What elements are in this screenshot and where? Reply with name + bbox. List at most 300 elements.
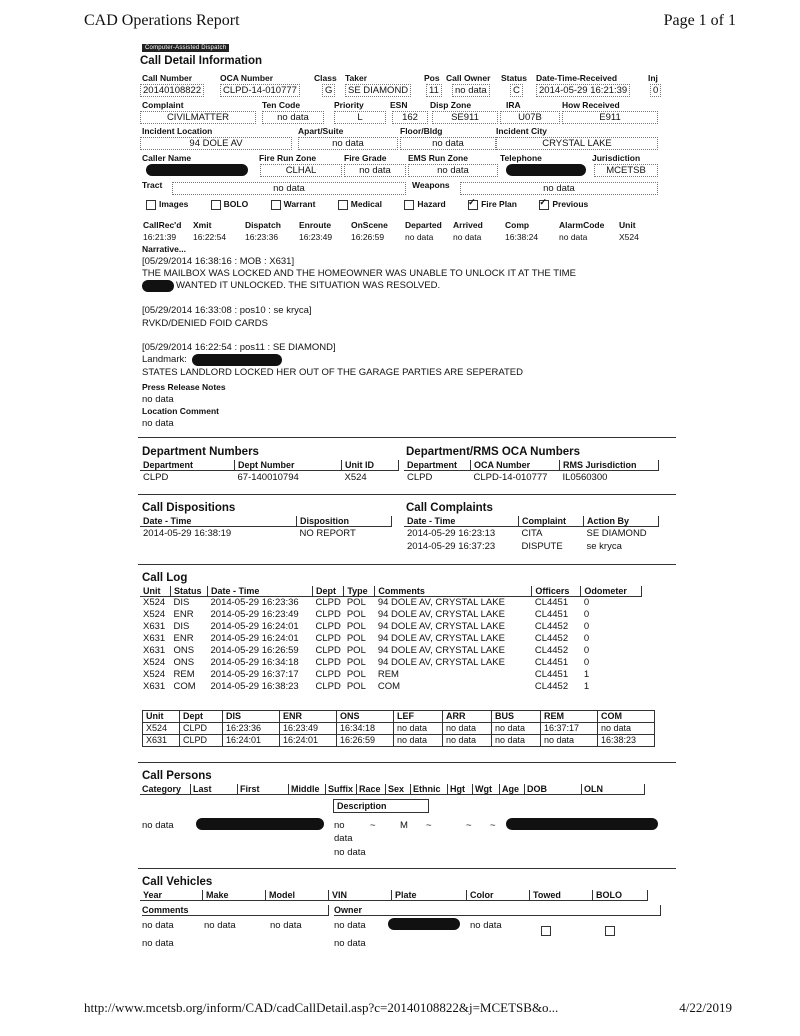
value-call-number: 20140108822	[140, 84, 204, 97]
cell: X524	[143, 669, 166, 680]
checkbox-checked-icon	[539, 200, 549, 210]
cell: X631	[143, 681, 166, 692]
table-row	[404, 471, 659, 485]
cell: POL	[346, 633, 366, 644]
cell: ENR	[173, 609, 194, 620]
col-com: COM	[598, 711, 655, 723]
col-last: Last	[191, 784, 238, 795]
col-comments: Comments	[375, 586, 532, 597]
label-narrative: Narrative...	[142, 244, 186, 254]
vehicle-make: no data	[204, 920, 236, 931]
cell: 2014-05-29 16:23:49	[210, 609, 299, 620]
col-bus: BUS	[492, 711, 541, 723]
value-press-release: no data	[142, 394, 174, 405]
label-enroute: Enroute	[299, 220, 332, 230]
cell: X524	[143, 723, 180, 735]
vehicle-color: no data	[470, 920, 502, 931]
value-jurisdiction: MCETSB	[594, 164, 658, 177]
cell: REM	[173, 669, 195, 680]
check-warrant[interactable]: Warrant	[271, 199, 316, 209]
table-row	[140, 633, 642, 645]
cell: 16:24:01	[280, 735, 337, 747]
cell: CLPD	[315, 669, 341, 680]
value-incident-location: 94 DOLE AV	[140, 137, 292, 150]
value-dispatch: 16:23:36	[245, 232, 279, 242]
cell: 2014-05-29 16:38:19	[143, 528, 232, 539]
label-pos: Pos	[424, 73, 440, 83]
cell: CLPD	[315, 597, 341, 608]
col-first: First	[238, 784, 289, 795]
col-race: Race	[357, 784, 386, 795]
value-status: C	[510, 84, 523, 97]
cell: CL4451	[534, 597, 569, 608]
value-fire-grade: no data	[344, 164, 406, 177]
cell: X631	[143, 735, 180, 747]
check-hazard[interactable]: Hazard	[404, 199, 445, 209]
label-telephone: Telephone	[500, 153, 542, 163]
label-press-release: Press Release Notes	[142, 382, 226, 392]
cell: 0	[583, 645, 590, 656]
col-dept: Dept	[313, 586, 344, 597]
cell: DIS	[173, 621, 190, 632]
cell: 2014-05-29 16:24:01	[210, 633, 299, 644]
table-row	[140, 471, 399, 485]
label-caller-name: Caller Name	[142, 153, 192, 163]
value-ten-code: no data	[262, 111, 324, 124]
label-class: Class	[314, 73, 337, 83]
col-oca-number: OCA Number	[471, 460, 560, 471]
cell: no data	[598, 723, 655, 735]
cell: CL4452	[534, 681, 569, 692]
value-unit: X524	[619, 232, 639, 242]
col-status: Status	[171, 586, 208, 597]
col-arr: ARR	[443, 711, 492, 723]
cell: 16:24:01	[223, 735, 280, 747]
col-year: Year	[140, 890, 203, 901]
table-row	[140, 527, 392, 541]
person-suffix: no	[334, 820, 345, 831]
checkbox-icon	[404, 200, 414, 210]
checkbox-checked-icon	[468, 200, 478, 210]
label-date-time-received: Date-Time-Received	[536, 73, 618, 83]
label-floor-bldg: Floor/Bldg	[400, 126, 443, 136]
cell: 2014-05-29 16:24:01	[210, 621, 299, 632]
value-call-owner: no data	[452, 84, 490, 97]
col-sex: Sex	[386, 784, 411, 795]
dispositions-table	[140, 516, 392, 540]
col-date-time: Date - Time	[208, 586, 313, 597]
col-ons: ONS	[337, 711, 394, 723]
col-date-time: Date - Time	[404, 516, 519, 527]
value-class: G	[322, 84, 335, 97]
label-oca-number: OCA Number	[220, 73, 274, 83]
value-date-time-received: 2014-05-29 16:21:39	[536, 84, 630, 97]
cell: CLPD	[315, 609, 341, 620]
section-divider	[138, 437, 676, 438]
label-tract: Tract	[142, 180, 163, 190]
cell: 67-140010794	[237, 472, 299, 483]
cell: POL	[346, 621, 366, 632]
cell: 2014-05-29 16:37:17	[210, 669, 299, 680]
person-description: data	[334, 833, 353, 844]
redacted-plate	[388, 918, 460, 930]
col-color: Color	[467, 890, 530, 901]
person-ethnic: ~	[426, 820, 432, 831]
label-jurisdiction: Jurisdiction	[592, 153, 641, 163]
value-esn: 162	[392, 111, 428, 124]
narrative-line: [05/29/2014 16:38:16 : MOB : X631]	[142, 256, 295, 267]
col-oln: OLN	[582, 784, 645, 795]
value-alarm-code: no data	[559, 232, 588, 242]
table-row	[404, 527, 659, 541]
narrative-line: [05/29/2014 16:22:54 : pos11 : SE DIAMOND]	[142, 342, 336, 353]
value-inj: 0	[650, 84, 661, 97]
value-enroute: 16:23:49	[299, 232, 333, 242]
redacted-caller-name	[146, 164, 248, 176]
value-apart-suite: no data	[298, 137, 398, 150]
cell: 16:23:36	[223, 723, 280, 735]
value-tract: no data	[172, 182, 406, 195]
dept-numbers-table	[140, 460, 399, 484]
value-ems-run-zone: no data	[408, 164, 498, 177]
page-indicator: Page 1 of 1	[663, 12, 736, 29]
value-fire-run-zone: CLHAL	[260, 164, 342, 177]
cell: 94 DOLE AV, CRYSTAL LAKE	[377, 609, 505, 620]
call-vehicles-table	[140, 890, 648, 901]
person-race: ~	[370, 820, 376, 831]
label-onscene: OnScene	[351, 220, 388, 230]
cell: no data	[394, 735, 443, 747]
call-log-summary	[142, 710, 655, 747]
label-inj: Inj	[648, 73, 658, 83]
col-dept: Dept	[180, 711, 223, 723]
label-alarm-code: AlarmCode	[559, 220, 605, 230]
towed-checkbox[interactable]	[541, 922, 554, 940]
cell: 0	[583, 621, 590, 632]
call-log-title: Call Log	[142, 572, 188, 584]
cell: CLPD	[315, 621, 341, 632]
section-divider	[138, 868, 676, 869]
col-make: Make	[203, 890, 266, 901]
complaints-title: Call Complaints	[406, 502, 493, 514]
checkbox-icon	[541, 926, 551, 936]
cell: 16:34:18	[337, 723, 394, 735]
section-divider	[138, 762, 676, 763]
col-plate: Plate	[392, 890, 467, 901]
label-fire-grade: Fire Grade	[344, 153, 387, 163]
cell: 0	[583, 597, 590, 608]
value-oca-number: CLPD-14-010777	[220, 84, 300, 97]
cell: 94 DOLE AV, CRYSTAL LAKE	[377, 657, 505, 668]
footer-date: 4/22/2019	[679, 1000, 732, 1015]
value-complaint: CIVILMATTER	[140, 111, 256, 124]
person-hgt: ~	[466, 820, 472, 831]
cell: 1	[583, 681, 590, 692]
bolo-checkbox[interactable]	[605, 922, 618, 940]
table-row	[143, 735, 655, 747]
col-enr: ENR	[280, 711, 337, 723]
value-arrived: no data	[453, 232, 482, 242]
label-unit: Unit	[619, 220, 636, 230]
col-hgt: Hgt	[448, 784, 473, 795]
label-complaint: Complaint	[142, 100, 184, 110]
col-department: Department	[404, 460, 471, 471]
narrative-line: [05/29/2014 16:33:08 : pos10 : se kryca]	[142, 305, 312, 316]
label-ira: IRA	[506, 100, 521, 110]
vehicle-vin: no data	[334, 920, 366, 931]
checkbox-icon	[605, 926, 615, 936]
cell: CITA	[521, 528, 543, 539]
col-dis: DIS	[223, 711, 280, 723]
col-rms-jurisdiction: RMS Jurisdiction	[560, 460, 659, 471]
footer-url: http://www.mcetsb.org/inform/CAD/cadCallDetail.asp?c=20140108822&j=MCETSB&o...	[84, 1000, 559, 1015]
redacted-text	[142, 280, 174, 292]
check-fire-plan[interactable]: ✓ Fire Plan	[468, 199, 517, 209]
cell: CLPD	[180, 723, 223, 735]
col-comments: Comments	[142, 905, 329, 916]
cell: IL0560300	[562, 472, 608, 483]
check-medical[interactable]: Medical	[338, 199, 382, 209]
label-departed: Departed	[405, 220, 442, 230]
section-tag: Computer-Assisted Dispatch	[142, 44, 229, 52]
cell: X524	[143, 657, 166, 668]
cell: POL	[346, 645, 366, 656]
times-row	[142, 219, 650, 243]
checkbox-icon	[146, 200, 156, 210]
col-wgt: Wgt	[473, 784, 500, 795]
cell: no data	[492, 735, 541, 747]
cell: CL4452	[534, 621, 569, 632]
cell: X524	[143, 609, 166, 620]
cell: CL4451	[534, 657, 569, 668]
vehicle-year: no data	[142, 920, 174, 931]
cell: DIS	[173, 597, 190, 608]
cell: 16:23:49	[280, 723, 337, 735]
cell: 0	[583, 657, 590, 668]
cell: CLPD	[407, 472, 433, 483]
call-persons-title: Call Persons	[142, 770, 212, 782]
label-priority: Priority	[334, 100, 364, 110]
cell: POL	[346, 609, 366, 620]
label-how-received: How Received	[562, 100, 620, 110]
col-unit-id: Unit ID	[342, 460, 399, 471]
cell: 0	[583, 633, 590, 644]
cell: X631	[143, 633, 166, 644]
section-divider	[138, 564, 676, 565]
label-ten-code: Ten Code	[262, 100, 301, 110]
redacted-person-name	[196, 818, 324, 830]
col-category: Category	[140, 784, 191, 795]
cell: CLPD	[315, 681, 341, 692]
col-middle: Middle	[289, 784, 326, 795]
person-sex: M	[400, 820, 408, 831]
value-location-comment: no data	[142, 418, 174, 429]
cell: 16:38:23	[598, 735, 655, 747]
col-lef: LEF	[394, 711, 443, 723]
complaints-table	[404, 516, 659, 553]
value-how-received: E911	[562, 111, 658, 124]
label-dispatch: Dispatch	[245, 220, 281, 230]
cell: CL4451	[534, 669, 569, 680]
cell: CLPD	[315, 657, 341, 668]
col-owner: Owner	[334, 905, 661, 916]
narrative-line: Landmark:	[142, 354, 187, 365]
table-row	[140, 681, 642, 693]
cell: CLPD	[315, 633, 341, 644]
cell: POL	[346, 669, 366, 680]
cell: 94 DOLE AV, CRYSTAL LAKE	[377, 633, 505, 644]
cell: 0	[583, 609, 590, 620]
col-age: Age	[500, 784, 525, 795]
cell: REM	[377, 669, 399, 680]
cell: CLPD	[143, 472, 169, 483]
value-priority: L	[334, 111, 386, 124]
label-apart-suite: Apart/Suite	[298, 126, 344, 136]
cell: CL4451	[534, 609, 569, 620]
table-row	[140, 609, 642, 621]
label-arrived: Arrived	[453, 220, 483, 230]
value-weapons: no data	[460, 182, 658, 195]
value-pos: 11	[426, 84, 442, 97]
col-model: Model	[266, 890, 329, 901]
cell: no data	[443, 723, 492, 735]
col-dob: DOB	[525, 784, 582, 795]
col-bolo: BOLO	[593, 890, 648, 901]
call-vehicles-title: Call Vehicles	[142, 876, 213, 888]
col-type: Type	[344, 586, 375, 597]
cell: se kryca	[586, 541, 622, 552]
col-odometer: Odometer	[581, 586, 642, 597]
cell: ONS	[173, 657, 195, 668]
report-title: CAD Operations Report	[84, 12, 240, 29]
value-xmit: 16:22:54	[193, 232, 227, 242]
dept-oca-title: Department/RMS OCA Numbers	[406, 446, 581, 458]
person-category: no data	[142, 820, 174, 831]
narrative-line: RVKD/DENIED FOID CARDS	[142, 318, 268, 329]
redacted-landmark	[192, 354, 282, 366]
col-description: Description	[333, 799, 429, 813]
label-call-number: Call Number	[142, 73, 193, 83]
cell: 16:37:17	[541, 723, 598, 735]
label-fire-run-zone: Fire Run Zone	[259, 153, 317, 163]
cell: no data	[443, 735, 492, 747]
value-departed: no data	[405, 232, 434, 242]
value-ira: U07B	[500, 111, 560, 124]
col-towed: Towed	[530, 890, 593, 901]
col-ethnic: Ethnic	[411, 784, 448, 795]
checkbox-icon	[338, 200, 348, 210]
value-comp: 16:38:24	[505, 232, 539, 242]
call-log-table	[140, 586, 642, 693]
value-incident-city: CRYSTAL LAKE	[496, 137, 658, 150]
col-action-by: Action By	[584, 516, 659, 527]
cell: ONS	[173, 645, 195, 656]
cell: NO REPORT	[299, 528, 356, 539]
cell: CL4452	[534, 645, 569, 656]
col-dept-number: Dept Number	[235, 460, 342, 471]
col-department: Department	[140, 460, 235, 471]
value-taker: SE DIAMOND	[345, 84, 411, 97]
label-ems-run-zone: EMS Run Zone	[408, 153, 468, 163]
cell: no data	[492, 723, 541, 735]
table-row	[140, 669, 642, 681]
check-bolo[interactable]: BOLO	[211, 199, 249, 209]
value-floor-bldg: no data	[400, 137, 496, 150]
col-suffix: Suffix	[326, 784, 357, 795]
dept-numbers-title: Department Numbers	[142, 446, 259, 458]
narrative-line: WANTED IT UNLOCKED. THE SITUATION WAS RESOLVED.	[176, 280, 441, 291]
dept-oca-table	[404, 460, 659, 484]
dispositions-title: Call Dispositions	[142, 502, 236, 514]
cell: 94 DOLE AV, CRYSTAL LAKE	[377, 621, 505, 632]
check-previous[interactable]: ✓ Previous	[539, 199, 588, 209]
label-location-comment: Location Comment	[142, 406, 219, 416]
cell: X631	[143, 645, 166, 656]
label-comp: Comp	[505, 220, 530, 230]
cell: 2014-05-29 16:26:59	[210, 645, 299, 656]
label-weapons: Weapons	[412, 180, 450, 190]
col-disposition: Disposition	[297, 516, 392, 527]
cell: 1	[583, 669, 590, 680]
label-disp-zone: Disp Zone	[430, 100, 472, 110]
cell: ENR	[173, 633, 194, 644]
label-incident-city: Incident City	[496, 126, 548, 136]
vehicle-model: no data	[270, 920, 302, 931]
cell: POL	[346, 597, 366, 608]
cell: 94 DOLE AV, CRYSTAL LAKE	[377, 597, 505, 608]
cell: DISPUTE	[521, 541, 563, 552]
cell: 2014-05-29 16:23:13	[407, 528, 496, 539]
person-description: no data	[334, 847, 366, 858]
col-complaint: Complaint	[519, 516, 584, 527]
cell: CLPD-14-010777	[473, 472, 548, 483]
label-status: Status	[501, 73, 527, 83]
table-row	[140, 645, 642, 657]
cell: X524	[344, 472, 367, 483]
col-officers: Officers	[532, 586, 581, 597]
table-row	[140, 657, 642, 669]
cell: 2014-05-29 16:23:36	[210, 597, 299, 608]
section-divider	[138, 494, 676, 495]
label-incident-location: Incident Location	[142, 126, 213, 136]
vehicle-owner: no data	[334, 938, 366, 949]
cell: no data	[541, 735, 598, 747]
narrative-line: THE MAILBOX WAS LOCKED AND THE HOMEOWNER WAS UNABLE TO UNLOCK IT AT THE TIME	[142, 268, 576, 279]
checkbox-icon	[271, 200, 281, 210]
person-wgt: ~	[490, 820, 496, 831]
call-persons-table	[140, 784, 645, 795]
label-taker: Taker	[345, 73, 368, 83]
cell: POL	[346, 681, 366, 692]
flag-checkboxes	[146, 199, 608, 210]
check-images[interactable]: Images	[146, 199, 188, 209]
label-call-owner: Call Owner	[446, 73, 491, 83]
cell: CL4452	[534, 633, 569, 644]
col-rem: REM	[541, 711, 598, 723]
redacted-telephone	[506, 164, 586, 176]
cell: POL	[346, 657, 366, 668]
cell: COM	[173, 681, 196, 692]
label-xmit: Xmit	[193, 220, 212, 230]
table-row	[140, 597, 642, 610]
call-detail-title: Call Detail Information	[140, 55, 263, 67]
cell: CLPD	[315, 645, 341, 656]
narrative-line: STATES LANDLORD LOCKED HER OUT OF THE GARAGE PARTIES ARE SEPERATED	[142, 367, 523, 378]
col-unit: Unit	[140, 586, 171, 597]
cell: X524	[143, 597, 166, 608]
cell: 16:26:59	[337, 735, 394, 747]
col-unit: Unit	[143, 711, 180, 723]
